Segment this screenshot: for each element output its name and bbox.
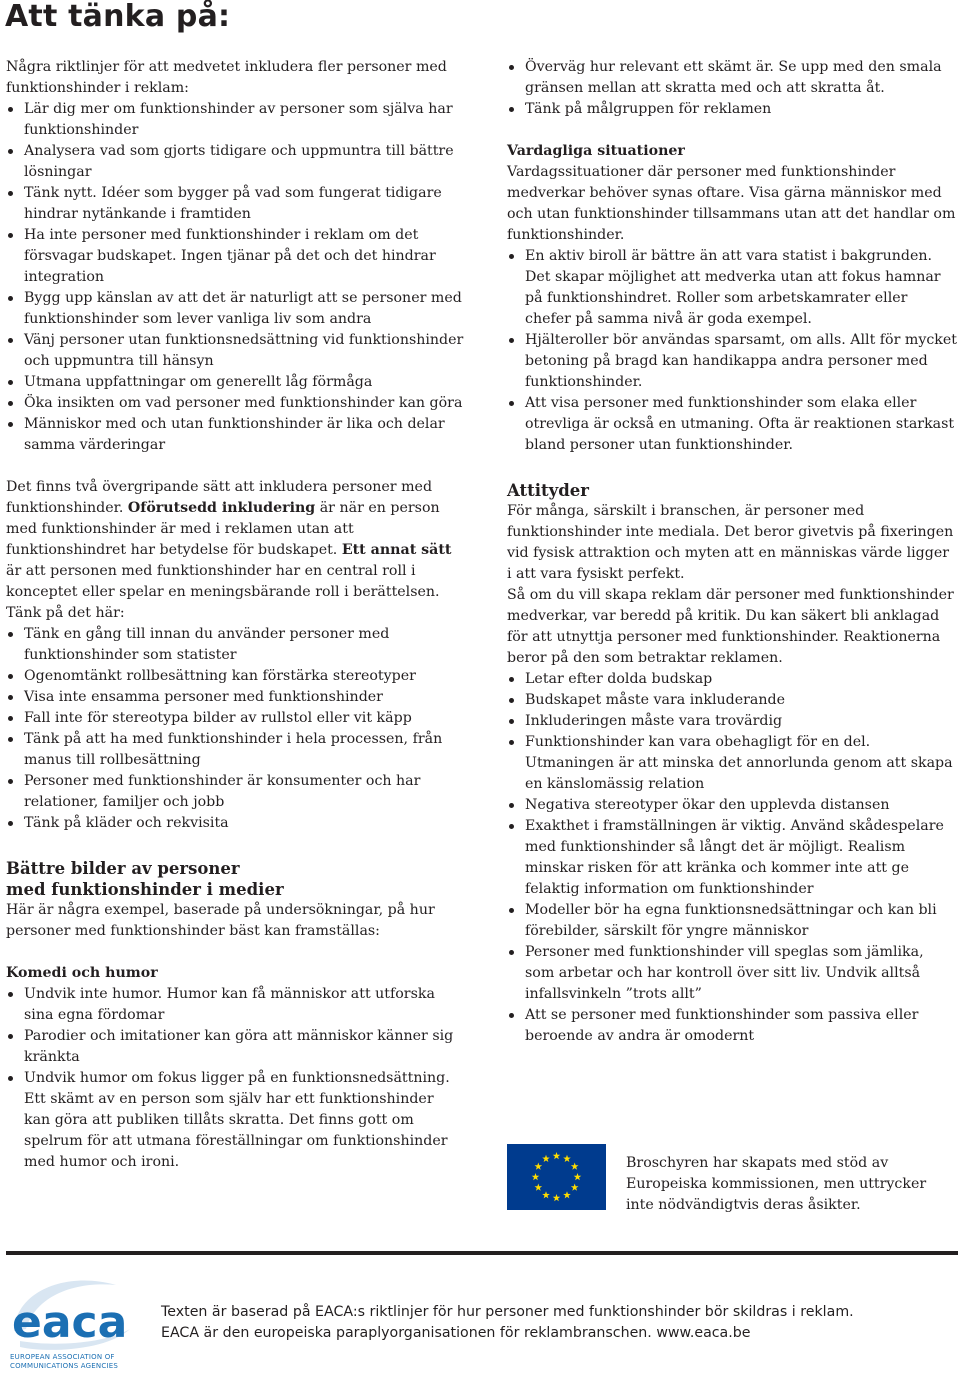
attitudes-paragraph-2: Så om du vill skapa reklam där personer med funktionshinder medverkar, var beredd på kritik. Du kan säkert bli anklagad för att utnyttja personer med funktionshinder. Reaktionerna beror på den som betraktar reklamen. (507, 587, 954, 666)
list-item: Ogenomtänkt rollbesättning kan förstärka stereotyper (6, 666, 464, 687)
attitudes-list (507, 669, 957, 1047)
list-item: Tänk på målgruppen för reklamen (507, 99, 957, 120)
list-item: Personer med funktionshinder vill speglas som jämlika, som arbetar och har kontroll över sitt liv. Undvik alltså infallsvinkeln ”trots allt” (507, 942, 957, 1005)
list-item: Tänk nytt. Idéer som bygger på vad som fungerat tidigare hindrar nytänkande i framtiden (6, 183, 464, 225)
list-item: Tänk en gång till innan du använder personer med funktionshinder som statister (6, 624, 464, 666)
list-item: Funktionshinder kan vara obehagligt för en del. Utmaningen är att minska det annorlunda genom att skapa en känslomässig relation (507, 732, 957, 795)
guidelines-list (6, 99, 464, 456)
list-item: Överväg hur relevant ett skämt är. Se upp med den smala gränsen mellan att skratta med och att skratta åt. (507, 57, 957, 99)
list-item: Ha inte personer med funktionshinder i reklam om det försvagar budskapet. Ingen tjänar på det och det hindrar integration (6, 225, 464, 288)
everyday-heading: Vardagliga situationer (507, 143, 685, 159)
think-list (6, 624, 464, 834)
footer-line-1: Texten är baserad på EACA:s riktlinjer för hur personer med funktionshinder bör skildras i reklam. (161, 1304, 854, 1320)
list-item: Undvik humor om fokus ligger på en funktionsnedsättning. Ett skämt av en person som själv har ett funktionshinder kan göra att publiken tillåts skratta. Det finns gott om spelrum för att utmana föreställningar om funktionshinder med humor och ironi. (6, 1068, 464, 1173)
comedy-heading: Komedi och humor (6, 965, 158, 981)
think-label: Tänk på det här: (6, 605, 125, 621)
footer-text (161, 1302, 956, 1344)
left-column (6, 57, 464, 1173)
list-item: Hjälteroller bör användas sparsamt, om alls. Allt för mycket betoning på bragd kan handikappa andra personer med funktionshinder. (507, 330, 957, 393)
list-item: Tänk på att ha med funktionshinder i hela processen, från manus till rollbesättning (6, 729, 464, 771)
eu-disclaimer: Broschyren har skapats med stöd av Europeiska kommissionen, men uttrycker inte nödvändigtvis deras åsikter. (626, 1155, 927, 1213)
list-item: Människor med och utan funktionshinder är lika och delar samma värderingar (6, 414, 464, 456)
better-images-heading: Bättre bilder av personer med funktionshinder i medier (6, 859, 284, 899)
list-item: Utmana uppfattningar om generellt låg förmåga (6, 372, 464, 393)
list-item: Lär dig mer om funktionshinder av personer som själva har funktionshinder (6, 99, 464, 141)
footer-divider (6, 1251, 958, 1255)
comedy-list (6, 984, 464, 1173)
page-title: Att tänka på: (5, 0, 231, 34)
list-item: Analysera vad som gjorts tidigare och uppmuntra till bättre lösningar (6, 141, 464, 183)
list-item: Tänk på kläder och rekvisita (6, 813, 464, 834)
list-item: Öka insikten om vad personer med funktionshinder kan göra (6, 393, 464, 414)
list-item: Personer med funktionshinder är konsumenter och har relationer, familjer och jobb (6, 771, 464, 813)
eu-flag-icon (507, 1144, 606, 1210)
list-item: Inkluderingen måste vara trovärdig (507, 711, 957, 732)
list-item: Letar efter dolda budskap (507, 669, 957, 690)
svg-text:eaca: eaca (12, 1297, 128, 1348)
list-item: Vänj personer utan funktionsnedsättning vid funktionshinder och uppmuntra till hänsyn (6, 330, 464, 372)
list-item: Att se personer med funktionshinder som passiva eller beroende av andra är omodernt (507, 1005, 957, 1047)
intro-text: Några riktlinjer för att medvetet inkludera fler personer med funktionshinder i reklam: (6, 59, 447, 96)
everyday-intro: Vardagssituationer där personer med funktionshinder medverkar behöver synas oftare. Visa gärna människor med och utan funktionshinder tillsammans utan att det handlar om funktionshinder. (507, 164, 956, 243)
list-item: Att visa personer med funktionshinder som elaka eller otrevliga är också en utmaning. Ofta är reaktionen starkast bland personer utan funktionshinder. (507, 393, 957, 456)
list-item: En aktiv biroll är bättre än att vara statist i bakgrunden. Det skapar möjlighet att medverka utan att fokus hamnar på funktionshindret. Roller som arbetskamrater eller chefer på samma nivå är goda exempel. (507, 246, 957, 330)
list-item: Exakthet i framställningen är viktig. Använd skådespelare med funktionshinder så långt det är möjligt. Realism minskar risken för att kränka och kommer inte att ge felaktig information om funktionshinder (507, 816, 957, 900)
list-item: Negativa stereotyper ökar den upplevda distansen (507, 795, 957, 816)
list-item: Undvik inte humor. Humor kan få människor att utforska sina egna fördomar (6, 984, 464, 1026)
list-item: Budskapet måste vara inkluderande (507, 690, 957, 711)
comedy-list-continued (507, 57, 957, 120)
list-item: Parodier och imitationer kan göra att människor känner sig kränkta (6, 1026, 464, 1068)
footer-line-2: EACA är den europeiska paraplyorganisationen för reklambranschen. www.eaca.be (161, 1325, 751, 1341)
right-column (507, 57, 957, 1047)
inclusion-ways-paragraph: Det finns två övergripande sätt att inkludera personer med funktionshinder. Oförutsedd inkludering är när en person med funktionshinder är med i reklamen utan att funktionshindret har betydelse för budskapet. Ett annat sätt är att personen med funktionshinder har en central roll i konceptet eller spelar en meningsbärande roll i berättelsen. (6, 479, 452, 600)
list-item: Visa inte ensamma personer med funktionshinder (6, 687, 464, 708)
term-unforeseen-inclusion: Oförutsedd inkludering (127, 500, 316, 516)
attitudes-heading: Attityder (507, 481, 589, 500)
attitudes-paragraph-1: För många, särskilt i branschen, är personer med funktionshinder inte mediala. Det beror givetvis på fixeringen vid fysisk attraktion och myten att en människas värde ligger i att vara fysiskt perfekt. (507, 503, 954, 582)
list-item: Fall inte för stereotypa bilder av rullstol eller vit käpp (6, 708, 464, 729)
list-item: Modeller bör ha egna funktionsnedsättningar och kan bli förebilder, särskilt för yngre människor (507, 900, 957, 942)
term-another-way: Ett annat sätt (341, 542, 452, 558)
everyday-list (507, 246, 957, 456)
eaca-organisation-name: EUROPEAN ASSOCIATION OF COMMUNICATIONS AGENCIES (10, 1353, 118, 1370)
list-item: Bygg upp känslan av att det är naturligt att se personer med funktionshinder som lever vanliga liv som andra (6, 288, 464, 330)
better-images-intro: Här är några exempel, baserade på undersökningar, på hur personer med funktionshinder bäst kan framställas: (6, 902, 435, 939)
